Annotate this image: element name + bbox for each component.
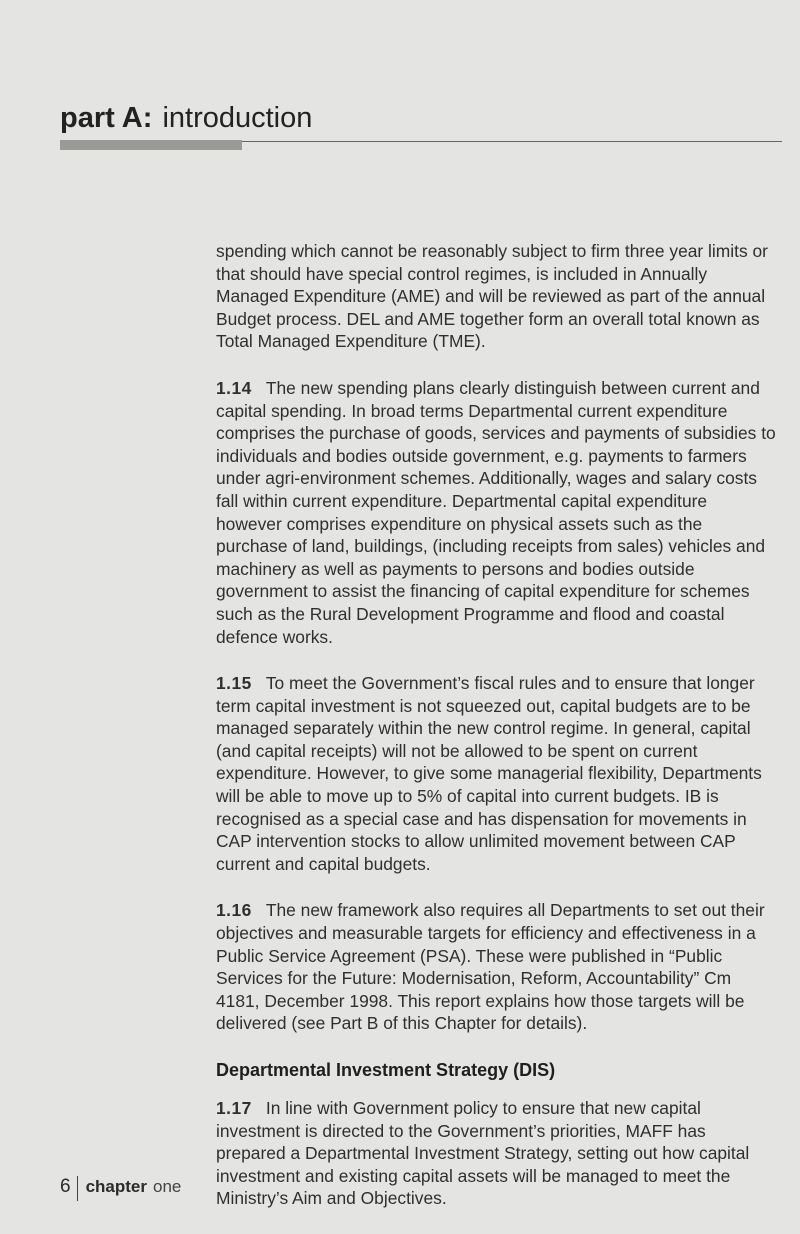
header-rule-thin xyxy=(242,141,782,142)
header-rule-thick xyxy=(60,140,242,150)
main-content xyxy=(216,240,776,1234)
paragraph-text: To meet the Government’s fiscal rules and to ensure that longer term capital investment is not squeezed out, capital budgets are to be managed separately within the new control regime. In general, capital (and capital receipts) will not be allowed to be spent on current expenditure. However, to give some managerial flexibility, Departments will be able to move up to 5% of capital into current budgets. IB is recognised as a special case and has dispensation for movements in CAP intervention stocks to allow unlimited movement between CAP current and capital budgets. xyxy=(216,673,762,874)
section-title: introduction xyxy=(162,102,313,134)
paragraph-number: 1.17 xyxy=(216,1098,252,1118)
paragraph-1-17 xyxy=(216,1097,776,1210)
intro-paragraph: spending which cannot be reasonably subject to firm three year limits or that should have special control regimes, is included in Annually Managed Expenditure (AME) and will be reviewed as part of the annual Budget process. DEL and AME together form an overall total known as Total Managed Expenditure (TME). xyxy=(216,241,768,352)
paragraph-text: The new spending plans clearly distinguish between current and capital spending. In broad terms Departmental current expenditure comprises the purchase of goods, services and payments of subsidies to individuals and bodies outside government, e.g. payments to farmers under agri-environment schemes. Additionally, wages and salary costs fall within current expenditure. Departmental capital expenditure however comprises expenditure on physical assets such as the purchase of land, buildings, (including receipts from sales) vehicles and machinery as well as payments to persons and bodies outside government to assist the financing of capital expenditure for schemes such as the Rural Development Programme and flood and coastal defence works. xyxy=(216,377,776,647)
paragraph-text: The new framework also requires all Departments to set out their objectives and measurable targets for efficiency and effectiveness in a Public Service Agreement (PSA). These were published in “Public Services for the Future: Modernisation, Reform, Accountability” Cm 4181, December 1998. This report explains how those targets will be delivered (see Part B of this Chapter for details). xyxy=(216,900,765,1034)
section-heading: Departmental Investment Strategy (DIS) xyxy=(216,1060,556,1080)
chapter-number: one xyxy=(153,1177,182,1196)
paragraph-1-14 xyxy=(216,377,776,648)
page-footer xyxy=(60,1176,181,1202)
chapter-label: chapter xyxy=(85,1177,147,1196)
paragraph-number: 1.16 xyxy=(216,900,252,921)
page-number: 6 xyxy=(60,1176,71,1197)
paragraph-1-15 xyxy=(216,672,776,875)
paragraph-text: In line with Government policy to ensure that new capital investment is directed to the Government’s priorities, MAFF has prepared a Departmental Investment Strategy, setting out how capital investment and existing capital assets will be managed to meet the Ministry’s Aim and Objectives. xyxy=(216,1098,750,1209)
part-label: part A: xyxy=(60,102,153,134)
paragraph-1-16 xyxy=(216,899,776,1035)
paragraph-number: 1.15 xyxy=(216,673,252,694)
footer-divider xyxy=(77,1176,78,1201)
page-header xyxy=(60,100,312,136)
paragraph-number: 1.14 xyxy=(216,377,252,398)
